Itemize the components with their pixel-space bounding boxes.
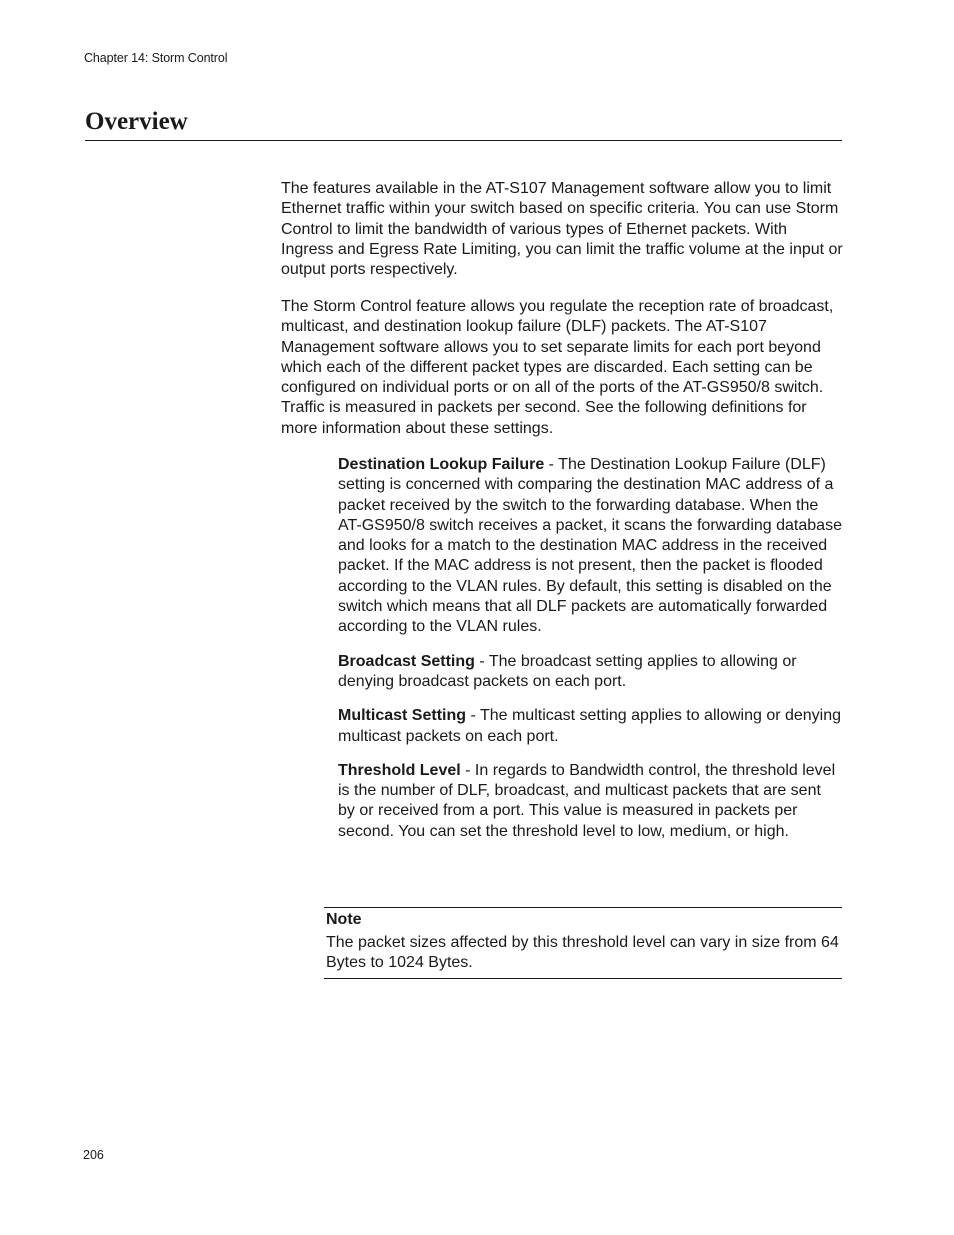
definition-text: - The broadcast setting applies to allowing or denying broadcast packets on each port.: [338, 652, 797, 690]
definition-list: [338, 455, 842, 856]
page-number: 206: [83, 1148, 104, 1162]
definition-term: Multicast Setting: [338, 707, 467, 725]
definition-broadcast: [338, 652, 842, 693]
note-box: [324, 907, 842, 979]
storm-control-paragraph: The Storm Control feature allows you regulate the reception rate of broadcast, multicast, and destination lookup failure (DLF) packets. The AT-S107 Management software allows you to set separate limits for each port beyond which each of the different packet types are discarded. Each setting can be configured on individual ports or on all of the ports of the AT-GS950/8 switch. Traffic is measured in packets per second. See the following definitions for more information about these settings.: [281, 298, 834, 437]
title-rule: [85, 140, 842, 141]
section-title: Overview: [85, 108, 188, 135]
definition-dlf: [338, 455, 842, 638]
definition-term: Destination Lookup Failure: [338, 456, 545, 473]
definition-text: - In regards to Bandwidth control, the threshold level is the number of DLF, broadcast, and multicast packets that are sent by or received from a port. This value is measured in packets per second. You can set the threshold level to low, medium, or high.: [338, 761, 836, 840]
definition-term: Broadcast Setting: [338, 652, 475, 670]
note-label: Note: [326, 911, 362, 928]
definition-term: Threshold Level: [338, 761, 461, 779]
definition-multicast: [338, 706, 842, 747]
note-text: The packet sizes affected by this threshold level can vary in size from 64 Bytes to 1024 Bytes.: [326, 934, 839, 972]
running-head: Chapter 14: Storm Control: [84, 51, 228, 65]
intro-paragraph: The features available in the AT-S107 Management software allow you to limit Ethernet traffic within your switch based on specific criteria. You can use Storm Control to limit the bandwidth of various types of Ethernet packets. With Ingress and Egress Rate Limiting, you can limit the traffic volume at the input or output ports respectively.: [281, 180, 843, 279]
definition-text: - The Destination Lookup Failure (DLF) setting is concerned with comparing the destination MAC address of a packet received by the switch to the forwarding database. When the AT-GS950/8 switch receives a packet, it scans the forwarding database and looks for a match to the destination MAC address in the received packet. If the MAC address is not present, then the packet is flooded according to the VLAN rules. By default, this setting is disabled on the switch which means that all DLF packets are automatically forwarded according to the VLAN rules.: [338, 456, 842, 636]
definition-text: - The multicast setting applies to allowing or denying multicast packets on each port.: [338, 707, 842, 745]
definition-threshold: [338, 761, 842, 842]
